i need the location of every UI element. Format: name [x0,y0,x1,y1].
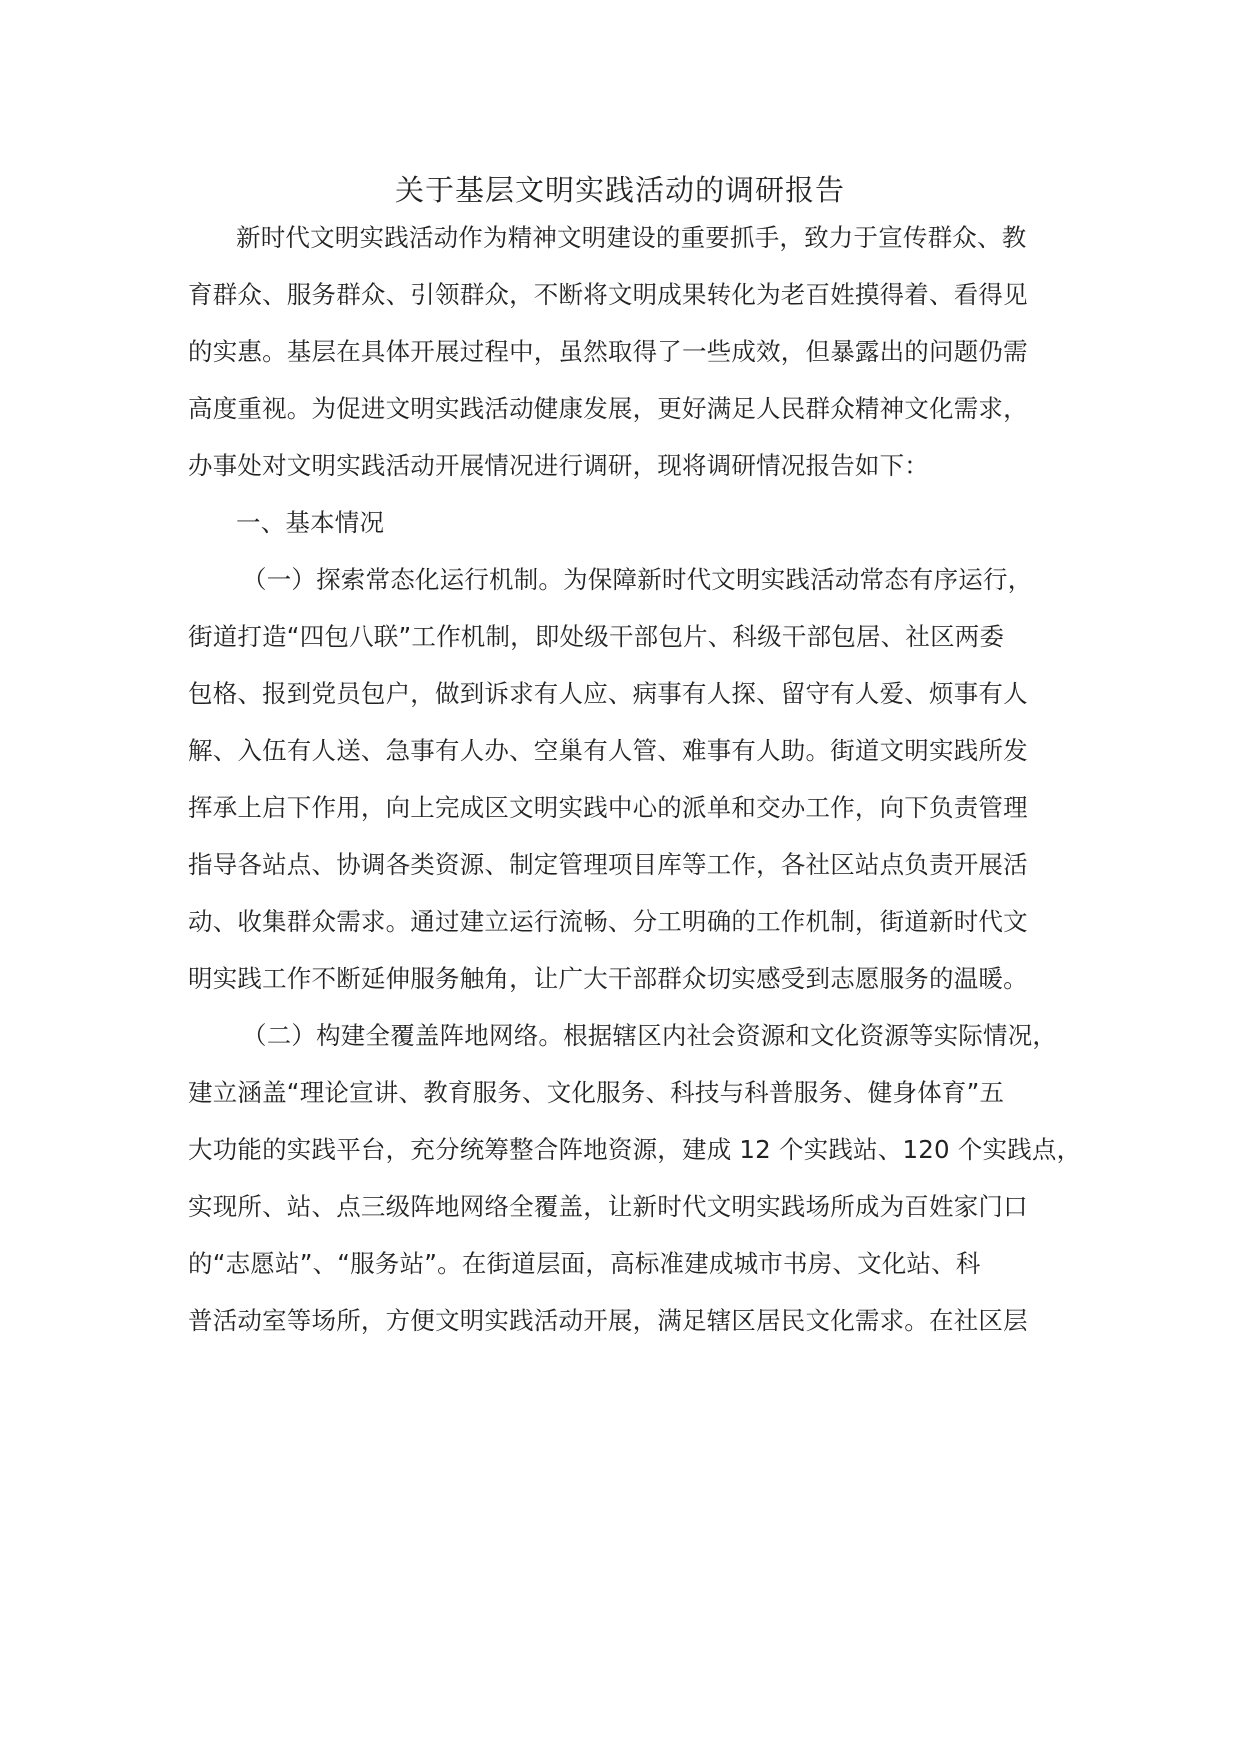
body-line: 指导各站点、协调各类资源、制定管理项目库等工作，各社区站点负责开展活 [188,850,1028,879]
section-heading: 一、基本情况 [236,508,385,537]
body-line: 挥承上启下作用，向上完成区文明实践中心的派单和交办工作，向下负责管理 [188,793,1028,822]
body-line: 动、收集群众需求。通过建立运行流畅、分工明确的工作机制，街道新时代文 [188,907,1028,936]
body-line: 包格、报到党员包户，做到诉求有人应、病事有人探、留守有人爱、烦事有人 [188,679,1028,708]
body-line: 明实践工作不断延伸服务触角，让广大干部群众切实感受到志愿服务的温暖。 [188,964,1028,993]
body-line: 高度重视。为促进文明实践活动健康发展，更好满足人民群众精神文化需求， [188,394,1028,423]
subsection-paragraph-start: （一）探索常态化运行机制。为保障新时代文明实践活动常态有序运行， [242,565,1033,594]
body-line: 的“志愿站”、“服务站”。在街道层面，高标准建成城市书房、文化站、科 [188,1249,981,1278]
document-title: 关于基层文明实践活动的调研报告 [394,173,845,207]
body-line: 大功能的实践平台，充分统筹整合阵地资源，建成 12 个实践站、120 个实践点， [188,1135,1082,1164]
body-line: 街道打造“四包八联”工作机制，即处级干部包片、科级干部包居、社区两委 [188,622,1005,651]
body-line: 建立涵盖“理论宣讲、教育服务、文化服务、科技与科普服务、健身体育”五 [188,1078,1005,1107]
body-line: 新时代文明实践活动作为精神文明建设的重要抓手，致力于宣传群众、教 [236,223,1027,252]
body-line: 普活动室等场所，方便文明实践活动开展，满足辖区居民文化需求。在社区层 [188,1306,1028,1335]
body-line: 的实惠。基层在具体开展过程中，虽然取得了一些成效，但暴露出的问题仍需 [188,337,1028,366]
body-line: 解、入伍有人送、急事有人办、空巢有人管、难事有人助。街道文明实践所发 [188,736,1028,765]
body-line: 实现所、站、点三级阵地网络全覆盖，让新时代文明实践场所成为百姓家门口 [188,1192,1028,1221]
body-line: 办事处对文明实践活动开展情况进行调研，现将调研情况报告如下： [188,451,929,480]
body-line: 育群众、服务群众、引领群众，不断将文明成果转化为老百姓摸得着、看得见 [188,280,1028,309]
subsection-paragraph-start: （二）构建全覆盖阵地网络。根据辖区内社会资源和文化资源等实际情况， [242,1021,1058,1050]
